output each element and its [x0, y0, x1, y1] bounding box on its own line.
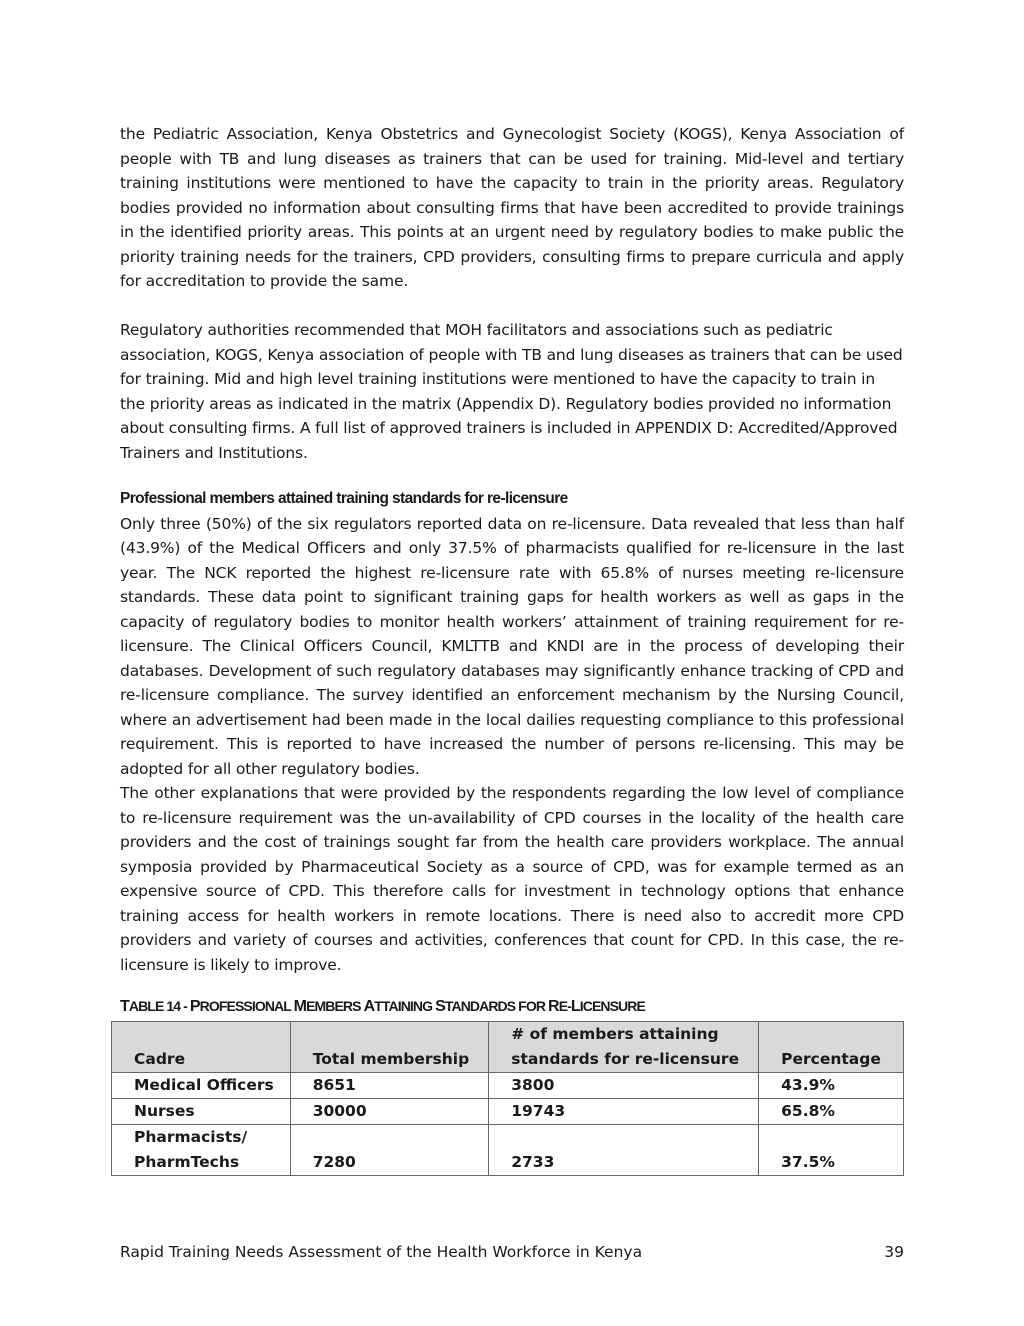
page-content: [120, 122, 904, 1176]
page-footer: [120, 1243, 904, 1261]
body-paragraph: Only three (50%) of the six regulators reported data on re-licensure. Data revealed that less than half (43.9%) of the Medical Officers and only 37.5% of pharmacists qualified for re-licensure in the last year. The NCK reported the highest re-licensure rate with 65.8% of nurses meeting re-licensure standards. These data point to significant training gaps for health workers as well as gaps in the capacity of regulatory bodies to monitor health workers’ attainment of training requirement for re-licensure. The Clinical Officers Council, KMLTTB and KNDI are in the process of developing their databases. Development of such regulatory databases may significantly enhance tracking of CPD and re-licensure compliance. The survey identified an enforcement mechanism by the Nursing Council, where an advertisement had been made in the local dailies requesting compliance to this professional requirement. This is reported to have increased the number of persons re-licensing. This may be adopted for all other regulatory bodies.: [120, 514, 904, 778]
cell-attaining: 19743: [489, 1099, 759, 1125]
cell-total: 30000: [290, 1099, 489, 1125]
table-caption: TABLE 14 - PROFESSIONAL MEMBERS ATTAINING STANDARDS FOR RE-LICENSURE: [120, 998, 645, 1015]
footer-title: Rapid Training Needs Assessment of the Health Workforce in Kenya: [120, 1243, 643, 1261]
table-header-row: [112, 1022, 904, 1073]
header-members-attaining: [489, 1022, 759, 1073]
header-line: standards for re-licensure: [511, 1050, 740, 1068]
table-row: [112, 1099, 904, 1125]
table-row: [112, 1125, 904, 1176]
header-cadre: Cadre: [112, 1022, 291, 1073]
cell-attaining: 2733: [489, 1125, 759, 1176]
section-heading: Professional members attained training standards for re-licensure: [120, 490, 568, 507]
cadre-line: Pharmacists/: [134, 1128, 248, 1146]
header-percentage: Percentage: [759, 1022, 904, 1073]
table-row: [112, 1073, 904, 1099]
cell-cadre: [112, 1125, 291, 1176]
cell-cadre: Nurses: [112, 1099, 291, 1125]
cell-percentage: 43.9%: [759, 1073, 904, 1099]
cell-percentage: 65.8%: [759, 1099, 904, 1125]
cell-percentage: 37.5%: [759, 1125, 904, 1176]
relicensure-table: [111, 1021, 904, 1176]
header-line: # of members attaining: [511, 1025, 719, 1043]
cell-total: 8651: [290, 1073, 489, 1099]
cell-attaining: 3800: [489, 1073, 759, 1099]
body-paragraph: the Pediatric Association, Kenya Obstetrics and Gynecologist Society (KOGS), Kenya Association of people with TB and lung diseases as trainers that can be used for training. Mid-level and tertiary training institutions were mentioned to have the capacity to train in the priority areas. Regulatory bodies provided no information about consulting firms that have been accredited to provide trainings in the identified priority areas. This points at an urgent need by regulatory bodies to make public the priority training needs for the trainers, CPD providers, consulting firms to prepare curricula and apply for accreditation to provide the same.: [120, 125, 904, 290]
page-number: 39: [884, 1243, 904, 1261]
cell-total: 7280: [290, 1125, 489, 1176]
body-paragraph: Regulatory authorities recommended that MOH facilitators and associations such as pediatric association, KOGS, Kenya association of people with TB and lung diseases as trainers that can be used for training. Mid and high level training institutions were mentioned to have the capacity to train in the priority areas as indicated in the matrix (Appendix D). Regulatory bodies provided no information about consulting firms. A full list of approved trainers is included in APPENDIX D: Accredited/Approved Trainers and Institutions.: [120, 321, 903, 462]
header-total-membership: Total membership: [290, 1022, 489, 1073]
body-paragraph: The other explanations that were provided by the respondents regarding the low level of compliance to re-licensure requirement was the un-availability of CPD courses in the locality of the health care providers and the cost of trainings sought far from the health care providers workplace. The annual symposia provided by Pharmaceutical Society as a source of CPD, was for example termed as an expensive source of CPD. This therefore calls for investment in technology options that enhance training access for health workers in remote locations. There is need also to accredit more CPD providers and variety of courses and activities, conferences that count for CPD. In this case, the re-licensure is likely to improve.: [120, 784, 904, 974]
cadre-line: PharmTechs: [134, 1153, 240, 1171]
cell-cadre: Medical Officers: [112, 1073, 291, 1099]
